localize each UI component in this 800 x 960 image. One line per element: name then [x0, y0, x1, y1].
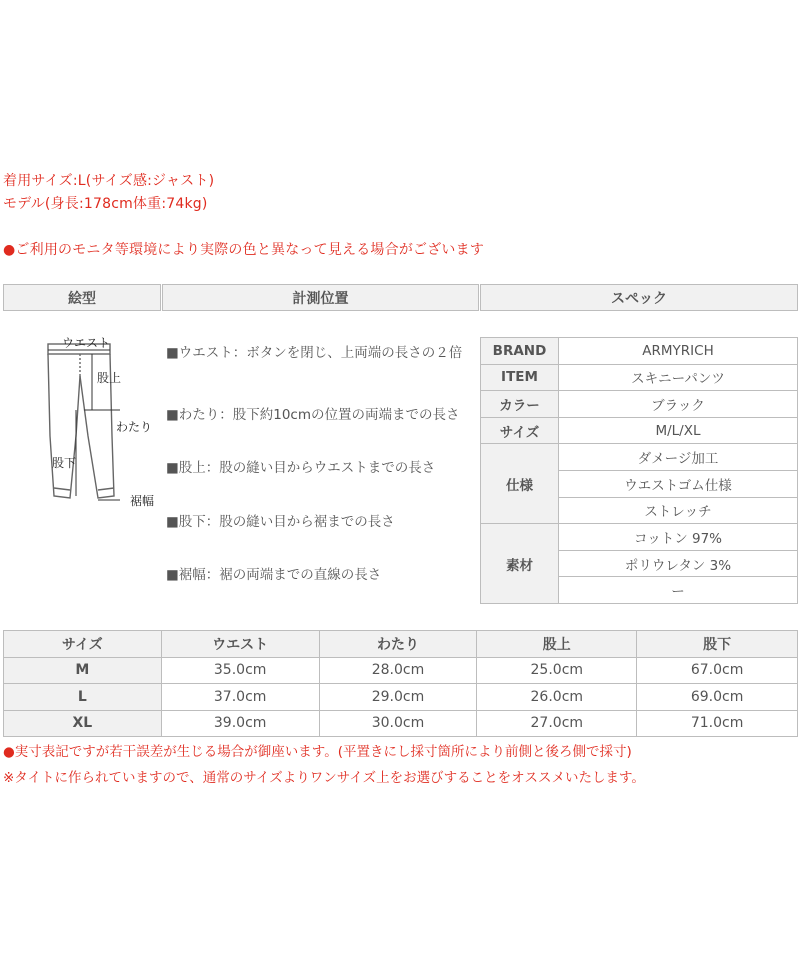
size-cell: 69.0cm [637, 684, 798, 711]
spec-key: BRAND [481, 338, 559, 365]
size-col-header: わたり [319, 631, 477, 658]
size-cell: 26.0cm [477, 684, 637, 711]
table-row [4, 710, 798, 737]
size-table-header [4, 631, 798, 658]
size-cell: 29.0cm [319, 684, 477, 711]
pants-diagram [40, 336, 165, 516]
spec-value: ARMYRICH [559, 338, 798, 365]
model-body-text: モデル(身長:178cm体重:74kg) [3, 196, 208, 212]
size-col-header: 股下 [637, 631, 798, 658]
size-table [3, 630, 798, 737]
size-cell: 25.0cm [477, 657, 637, 684]
spec-value: M/L/XL [559, 417, 798, 444]
diagram-label-inseam: 股下 [52, 456, 77, 470]
size-cell: 71.0cm [637, 710, 798, 737]
note-inseam: ■股下：股の縫い目から裾までの長さ [166, 514, 395, 530]
diagram-label-waist: ウエスト [62, 336, 111, 350]
note-rise: ■股上：股の縫い目からウエストまでの長さ [166, 460, 436, 476]
spec-value: コットン 97% [559, 524, 798, 551]
size-col-header: ウエスト [161, 631, 319, 658]
footnote-measure: ●実寸表記ですが若干誤差が生じる場合が御座います。(平置きにし採寸箇所により前側と後ろ側で採寸) [3, 744, 632, 760]
size-cell: 30.0cm [319, 710, 477, 737]
table-row [4, 684, 798, 711]
size-cell: M [4, 657, 162, 684]
note-waist: ■ウエスト：ボタンを閉じ、上両端の長さの２倍 [166, 345, 463, 361]
spec-row-material [481, 524, 798, 551]
spec-row-brand [481, 338, 798, 365]
spec-key: ITEM [481, 364, 559, 391]
spec-value: ストレッチ [559, 497, 798, 524]
spec-value: ポリウレタン 3% [559, 550, 798, 577]
size-cell: 39.0cm [161, 710, 319, 737]
color-notice: ●ご利用のモニタ等環境により実際の色と異なって見える場合がございます [3, 242, 485, 258]
spec-table [480, 337, 798, 604]
spec-value: ダメージ加工 [559, 444, 798, 471]
spec-value: ブラック [559, 391, 798, 418]
spec-row-size [481, 417, 798, 444]
header-measure: 計測位置 [162, 284, 479, 311]
diagram-label-hem: 裾幅 [130, 494, 155, 508]
size-cell: 27.0cm [477, 710, 637, 737]
spec-key: サイズ [481, 417, 559, 444]
size-cell: 37.0cm [161, 684, 319, 711]
size-cell: 28.0cm [319, 657, 477, 684]
spec-key: 素材 [481, 524, 559, 604]
spec-value: スキニーパンツ [559, 364, 798, 391]
header-spec: スペック [480, 284, 798, 311]
size-cell: XL [4, 710, 162, 737]
note-hem: ■裾幅：裾の両端までの直線の長さ [166, 567, 382, 583]
size-col-header: サイズ [4, 631, 162, 658]
size-cell: 67.0cm [637, 657, 798, 684]
spec-value: ー [559, 577, 798, 604]
spec-row-features [481, 444, 798, 471]
size-cell: 35.0cm [161, 657, 319, 684]
spec-key: カラー [481, 391, 559, 418]
size-col-header: 股上 [477, 631, 637, 658]
diagram-label-thigh: わたり [116, 420, 153, 434]
header-shape: 絵型 [3, 284, 161, 311]
note-thigh: ■わたり：股下約10cmの位置の両端までの長さ [166, 407, 460, 423]
spec-row-color [481, 391, 798, 418]
footnote-fit: ※タイトに作られていますので、通常のサイズよりワンサイズ上をお選びすることをオススメいたします。 [3, 770, 645, 786]
size-cell: L [4, 684, 162, 711]
spec-key: 仕様 [481, 444, 559, 524]
spec-value: ウエストゴム仕様 [559, 470, 798, 497]
diagram-label-rise: 股上 [97, 371, 122, 385]
table-row [4, 657, 798, 684]
spec-row-item [481, 364, 798, 391]
model-size-text: 着用サイズ:L(サイズ感:ジャスト) [3, 173, 215, 189]
